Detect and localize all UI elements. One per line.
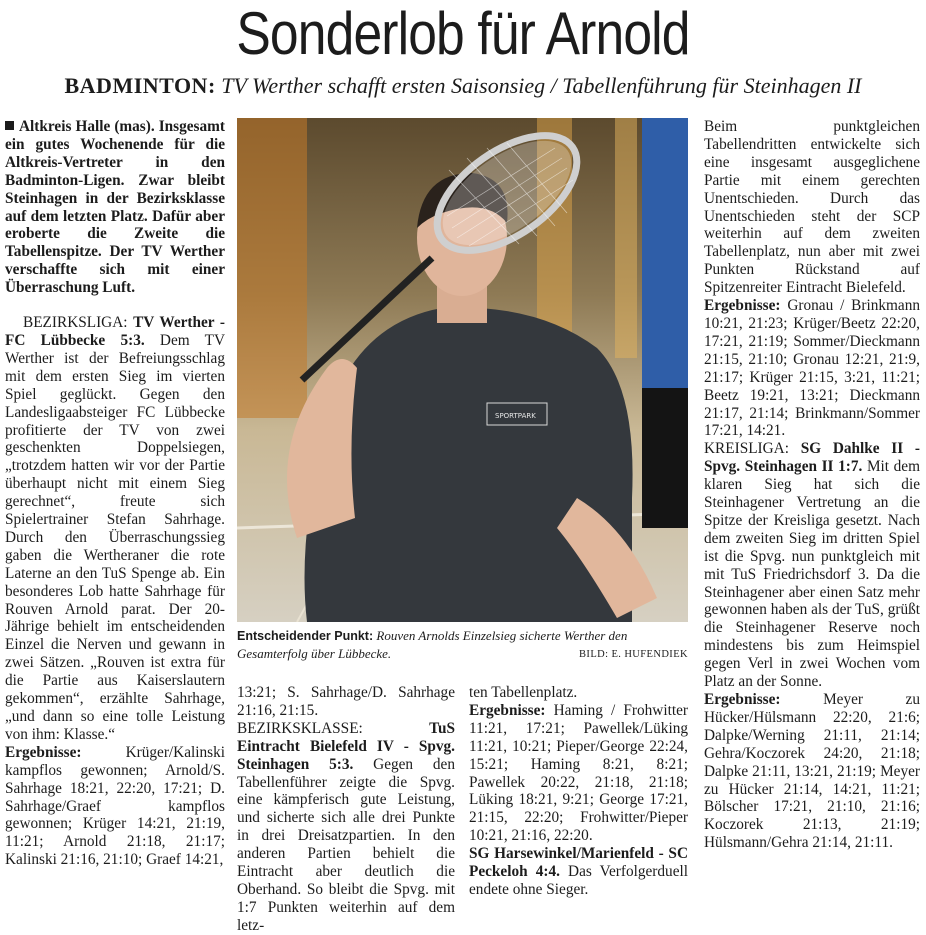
results-label: Ergebnisse:: [5, 743, 82, 761]
headline: Sonderlob für Arnold: [236, 0, 690, 67]
caption-title: Entscheidender Punkt:: [237, 629, 374, 643]
lead-text: Altkreis Halle (mas). Insgesamt ein gutes Wochenende für die Altkreis-Vertreter in den Badminton-Ligen. Zwar bleibt Steinhagen in der Bezirksklasse auf dem letzten Platz. Dafür aber eroberte die Zweite die Tabellenspitze. Der TV Werther verschaffte sich mit einer Überraschung Luft.: [5, 118, 225, 297]
league-label: BEZIRKSLIGA:: [23, 314, 128, 332]
paragraph-peckeloh: Beim punktgleichen Tabellendritten entwickelte sich eine insgesamt ausgeglichene Partie mit einem gerechten Unentschieden. Durch das Unentschieden steht der SCP weiterhin auf dem zweiten Tabellenplatz, nun aber mit zwei Punkten Rückstand auf Spitzenreiter Eintracht Bielefeld.: [704, 118, 920, 297]
paragraph-bezirksklasse: [237, 720, 455, 935]
continued-text: 13:21; S. Sahrhage/D. Sahrhage 21:16, 21:15.: [237, 684, 455, 719]
shirt-logo: SPORTPARK: [495, 412, 536, 420]
results-label: Ergebnisse:: [704, 297, 781, 315]
results-text: Meyer zu Hücker/Hülsmann 22:20, 21:6; Dalpke/Werning 21:11, 21:14; Gehra/Koczorek 24:20, 21:18; Dalpke 21:11, 13:21, 21:19; Meyer zu Hücker 21:14, 14:21, 11:21; Bölscher 17:21, 21:10, 21:16; Koczorek 21:13, 21:19; Hülsmann/Gehra 21:14, 21:11.: [704, 691, 920, 852]
paragraph-text: Mit dem klaren Sieg hat sich die Steinhagener Vertretung an die Spitze der Kreisliga gesetzt. Nach dem zweiten Sieg im dritten Spiel ist die Spvg. nun punktgleich mit mit TuS Friedrichsdorf 3. Da die Steinhagener aber einen Satz mehr gewonnen haben als der TuS, grüßt die Steinhagener Reserve noch mindestens bis zum Heimspiel gegen Verl in zwei Wochen vom Platz an der Sonne.: [704, 458, 920, 691]
paragraph-harsewinkel: [469, 845, 688, 899]
match-title: SG Harsewinkel/Marienfeld - SC Peckeloh 4:4.: [469, 845, 688, 881]
bullet-square-icon: [5, 121, 14, 130]
league-label: BEZIRKSKLASSE:: [237, 719, 363, 737]
subheadline: [0, 72, 926, 100]
results-paragraph-2: [704, 691, 920, 852]
league-label: KREISLIGA:: [704, 440, 789, 458]
badminton-photo: [237, 118, 688, 622]
paragraph-kreisliga: [704, 440, 920, 691]
results-label: Ergebnisse:: [469, 701, 546, 719]
continued-text: ten Tabellenplatz.: [469, 684, 578, 701]
column-3: [469, 684, 688, 899]
caption-text: Rouven Arnolds Einzelsieg sicherte Werther den Gesamterfolg über Lübbecke.: [237, 628, 628, 661]
paragraph-text: Das Verfolgerduell endete ohne Sieger.: [469, 863, 688, 898]
results-text: Haming / Frohwitter 11:21, 17:21; Pawellek/Lüking 11:21, 10:21; Pieper/George 22:24, 15:21; Haming 8:21, 8:21; Pawellek 20:22, 21:18, 21:18; Lüking 18:21, 9:21; George 17:21, 21:15, 22:20; Frohwitter/Pieper 10:21, 21:16, 22:20.: [469, 701, 688, 845]
kicker: BADMINTON:: [64, 73, 216, 98]
paragraph-bezirksliga: [5, 314, 225, 744]
paragraph-text: Gegen den Tabellenführer zeigte die Spvg. eine kämpferisch gute Leistung, und sicherte sich alle drei Punkte in drei Dreisatzpartien. In den anderen Partien behielt die Eintracht aber deutlich die Oberhand. So bleibt die Spvg. mit 1:7 Punkten weiterhin auf dem letz-: [237, 755, 455, 934]
photo-credit: BILD: E. HUFENDIEK: [579, 649, 688, 660]
results-label: Ergebnisse:: [704, 691, 781, 708]
column-4: [704, 118, 920, 852]
match-title: SG Dahlke II - Spvg. Steinhagen II 1:7.: [704, 440, 920, 476]
results-text: Krüger/Kalinski kampflos gewonnen; Arnold/S. Sahrhage 18:21, 22:20, 17:21; D. Sahrhage/Graef kampflos gewonnen; Krüger 14:21, 21:19, 11:21; Arnold 21:18, 21:17; Kalinski 21:16, 21:10; Graef 14:21,: [5, 743, 225, 869]
paragraph-text: Dem TV Werther ist der Befreiungsschlag mit dem ersten Sieg im vierten Spiel geglückt. Gegen den Landesligaabsteiger FC Lübbecke profitierte der TV von zwei geschenkten Doppelsiegen, „trotzdem hatten wir vor der Partie überhaupt nicht mit einem Sieg gerechnet“, freute sich Spielertrainer Stefan Sahrhage. Durch den Überraschungssieg gaben die Wertheraner die rote Laterne an den TuS Spenge ab. Ein besonderes Lob hatte Sahrhage für Rouven Arnold parat. Der 20-Jährige behielt im entscheidenden Einzel die Nerven und gewann in zwei Sätzen. „Rouven ist extra für die Partie aus Kaiserslautern gekommen“, erzählte Sahrhage, „und dann so eine tolle Leistung von ihm: Klasse.“: [5, 331, 226, 743]
deck: TV Werther schafft ersten Saisonsieg / Tabellenführung für Steinhagen II: [221, 73, 862, 98]
results-text: Gronau / Brinkmann 10:21, 21:23; Krüger/Beetz 22:20, 17:21, 21:19; Sommer/Dieckmann 21:15, 21:10; Gronau 12:21, 21:9, 21:17; Krüger 21:15, 3:21, 11:21; Beetz 19:21, 13:21; Dieckmann 21:17, 21:14; Brinkmann/Sommer 17:21, 14:21.: [704, 297, 920, 440]
lead-paragraph: [5, 118, 225, 297]
column-2: [237, 684, 455, 935]
results-paragraph: [469, 702, 688, 845]
match-title: TV Werther - FC Lübbecke 5:3.: [5, 314, 225, 349]
column-1: [5, 118, 225, 869]
match-title: TuS Eintracht Bielefeld IV - Spvg. Steinhagen 5:3.: [237, 719, 455, 773]
results-paragraph: [5, 744, 225, 869]
player-illustration: [237, 118, 688, 622]
results-paragraph: [704, 297, 920, 440]
